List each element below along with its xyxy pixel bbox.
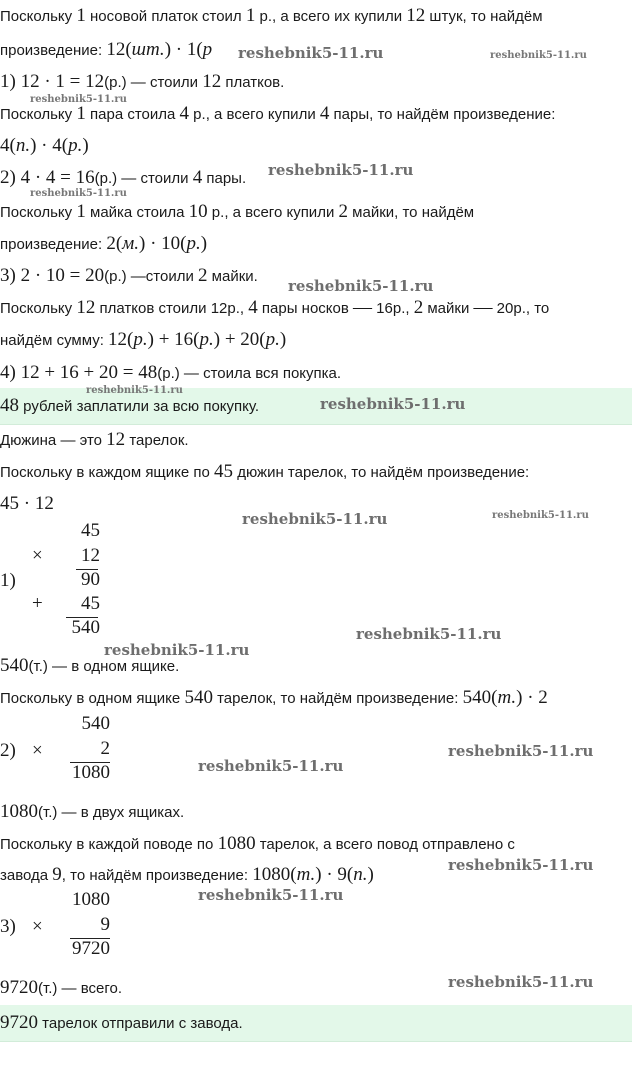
calc-row: 45 (81, 593, 100, 614)
watermark: reshebnik5-11.ru (448, 742, 594, 760)
watermark: reshebnik5-11.ru (30, 188, 127, 199)
watermark: reshebnik5-11.ru (198, 757, 344, 775)
step-label: 1) (0, 570, 16, 591)
watermark: reshebnik5-11.ru (448, 973, 594, 991)
text-line: Дюжина — это 12 тарелок. (0, 429, 189, 450)
calc-row: 540 (81, 713, 110, 734)
text-line: 9720(т.) — всего. (0, 977, 122, 998)
watermark: reshebnik5-11.ru (30, 94, 127, 105)
calc-row: 540 (71, 617, 100, 638)
calc-row: 90 (81, 569, 100, 590)
calc-row: 45 (81, 520, 100, 541)
text-line: Поскольку 1 пара стоила 4 р., а всего купили 4 пары, то найдём произведение: (0, 103, 556, 124)
answer-band (0, 1005, 632, 1042)
text-line: Поскольку 1 носовой платок стоил 1 р., а всего их купили 12 штук, то найдём (0, 5, 543, 26)
text-line: 4) 12 + 16 + 20 = 48(р.) — стоила вся покупка. (0, 362, 342, 383)
multiply-sign: × (32, 545, 43, 566)
plus-sign: + (32, 593, 43, 614)
text-line: Поскольку 1 майка стоила 10 р., а всего купили 2 майки, то найдём (0, 201, 475, 222)
answer-text: 9720 тарелок отправили с завода. (0, 1012, 243, 1033)
text-line: 2) 4 · 4 = 16(р.) — стоили 4 пары. (0, 167, 247, 188)
math-line: 4(п.) · 4(р.) (0, 135, 89, 156)
watermark: reshebnik5-11.ru (492, 510, 589, 521)
answer-text: 48 рублей заплатили за всю покупку. (0, 395, 260, 416)
watermark: reshebnik5-11.ru (288, 277, 434, 295)
watermark: reshebnik5-11.ru (448, 856, 594, 874)
multiply-sign: × (32, 740, 43, 761)
watermark: reshebnik5-11.ru (86, 385, 183, 396)
text-line: найдём сумму: 12(р.) + 16(р.) + 20(р.) (0, 329, 287, 350)
text-line: Поскольку в каждой поводе по 1080 тарелок, а всего повод отправлено с (0, 833, 515, 854)
multiply-sign: × (32, 916, 43, 937)
text-line: 1) 12 · 1 = 12(р.) — стоили 12 платков. (0, 71, 285, 92)
math-line: 45 · 12 (0, 493, 54, 514)
calc-row: 1080 (72, 889, 110, 910)
calc-row: 12 (81, 545, 100, 566)
text-line: произведение: 2(м.) · 10(р.) (0, 233, 208, 254)
step-label: 3) (0, 916, 16, 937)
watermark: reshebnik5-11.ru (198, 886, 344, 904)
watermark: reshebnik5-11.ru (238, 44, 384, 62)
watermark: reshebnik5-11.ru (356, 625, 502, 643)
text-line: Поскольку в одном ящике 540 тарелок, то найдём произведение: 540(т.) · 2 (0, 687, 548, 708)
text-line: Поскольку 12 платков стоили 12р., 4 пары носков — 16р., 2 майки — 20р., то (0, 297, 550, 318)
text-line: 3) 2 · 10 = 20(р.) —стоили 2 майки. (0, 265, 258, 286)
calc-row: 1080 (72, 762, 110, 783)
calc-row: 9720 (72, 938, 110, 959)
step-label: 2) (0, 740, 16, 761)
watermark: reshebnik5-11.ru (268, 161, 414, 179)
text-line: произведение: 12(шт.) · 1(р (0, 39, 213, 60)
watermark: reshebnik5-11.ru (490, 50, 587, 61)
watermark: reshebnik5-11.ru (242, 510, 388, 528)
watermark: reshebnik5-11.ru (104, 641, 250, 659)
watermark: reshebnik5-11.ru (320, 395, 466, 413)
text-line: Поскольку в каждом ящике по 45 дюжин тарелок, то найдём произведение: (0, 461, 530, 482)
text-line: 1080(т.) — в двух ящиках. (0, 801, 185, 822)
calc-row: 2 (100, 738, 110, 759)
text-line: завода 9, то найдём произведение: 1080(т.) · 9(п.) (0, 864, 374, 885)
text-line: 540(т.) — в одном ящике. (0, 655, 180, 676)
calc-row: 9 (100, 914, 110, 935)
